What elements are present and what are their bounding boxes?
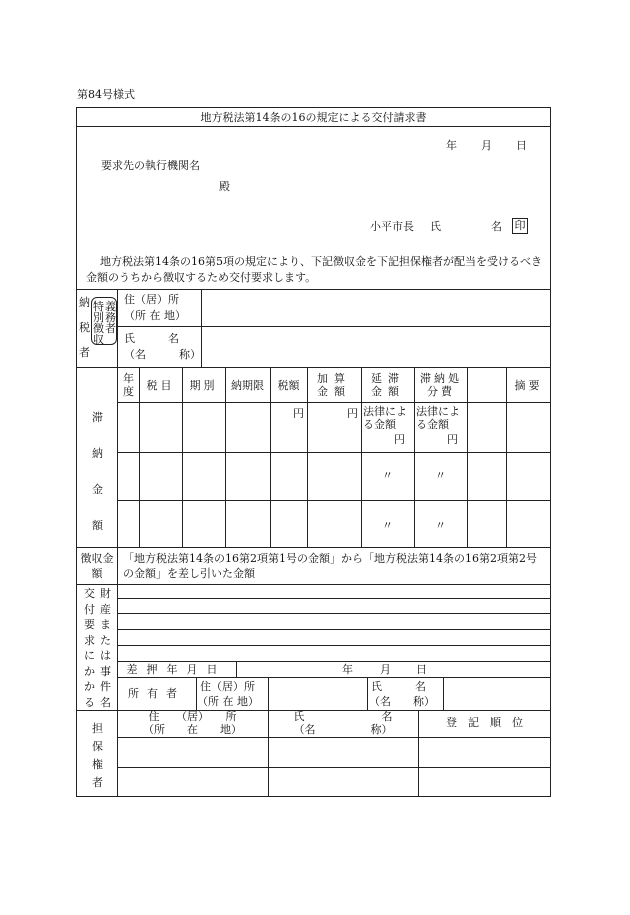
arrears-side-divider	[117, 367, 118, 547]
arrears-header-line	[117, 402, 551, 403]
date-year: 年	[446, 139, 457, 152]
header-due-date: 納期限	[231, 379, 264, 392]
arrears-bottom-line	[76, 547, 551, 548]
recipient-label: 要求先の執行機関名	[101, 159, 200, 172]
date-month: 月	[481, 139, 492, 152]
mortgagee-side-label: 担保権者	[92, 722, 103, 789]
header-tax-amount: 税額	[277, 379, 300, 392]
mortgagee-address-label: 住 （居） 所	[148, 710, 237, 723]
col-line-2	[182, 367, 183, 547]
collection-bottom-line	[76, 584, 551, 585]
col-line-1	[139, 367, 140, 547]
mortgagee-name-sub: （名 称）	[293, 723, 393, 736]
header-remarks: 摘要	[514, 379, 543, 392]
delinquency-ditto-2: 〃	[382, 519, 393, 532]
disposition-ditto-2: 〃	[435, 519, 446, 532]
recipient-honorific: 殿	[219, 180, 230, 193]
disposition-yen: 円	[447, 433, 458, 446]
mayor-name-label: 氏	[430, 220, 441, 233]
taxpayer-char-1: 納	[79, 296, 90, 309]
taxpayer-address-sub: （所 在 地）	[124, 309, 186, 322]
mayor-name-label2: 名	[491, 220, 502, 233]
mayor-title: 小平市長	[370, 220, 414, 233]
intro-text: 地方税法第14条の16第5項の規定により、下記徴収金を下記担保権者が配当を受けるべき金額のうちから徴収するため交付要求します。	[86, 255, 542, 284]
property-side-label-2: 財産または事件名	[100, 587, 111, 709]
col-line-8	[467, 367, 468, 547]
col-line-9	[506, 367, 507, 547]
mortgagee-row-line	[117, 767, 551, 768]
taxpayer-bracket-special: 特別徴収	[93, 300, 104, 346]
seizure-label: 差押年月日	[126, 663, 227, 676]
date-day: 日	[516, 139, 527, 152]
taxpayer-side-divider	[117, 289, 118, 367]
mortgagee-header-line	[117, 737, 551, 738]
collection-label: 徴収金額	[80, 552, 114, 580]
disposition-law-label: 法律による金額	[416, 405, 460, 431]
owner-label: 所有者	[128, 687, 185, 700]
header-fiscal-year: 年度	[123, 372, 134, 398]
additional-yen: 円	[347, 407, 358, 420]
collection-divider	[117, 547, 118, 584]
property-line-6	[117, 677, 551, 678]
seizure-divider	[236, 661, 237, 677]
owner-name-label: 氏 名	[371, 680, 426, 693]
property-line-4	[117, 645, 551, 646]
col-line-3	[225, 367, 226, 547]
delinquency-law-label: 法律による金額	[363, 405, 407, 431]
delinquency-yen: 円	[394, 433, 405, 446]
property-line-2	[117, 613, 551, 614]
header-period: 期別	[189, 379, 218, 392]
taxpayer-label-divider	[201, 289, 202, 367]
disposition-ditto-1: 〃	[435, 469, 446, 482]
property-line-3	[117, 629, 551, 630]
tax-yen: 円	[293, 407, 304, 420]
seizure-month: 月	[380, 663, 391, 676]
owner-divider-3	[367, 677, 368, 710]
owner-name-sub: （名 称）	[369, 695, 435, 708]
seal-mark: 印	[512, 218, 528, 234]
collection-text: 「地方税法第14条の16第2項第1号の金額」から「地方税法第14条の16第2項第2号の金額」を差し引いた金額	[123, 552, 537, 580]
taxpayer-bottom-line	[76, 367, 551, 368]
arrears-row-line-2	[117, 500, 551, 501]
taxpayer-char-2: 税	[79, 321, 90, 334]
owner-divider-4	[443, 677, 444, 710]
col-line-5	[307, 367, 308, 547]
owner-divider-2	[268, 677, 269, 710]
header-additional: 加算金額	[317, 372, 351, 398]
taxpayer-address-label: 住（居）所	[124, 293, 179, 306]
header-tax-item: 税目	[146, 379, 175, 392]
mortgagee-address-sub: （所 在 地）	[143, 723, 242, 736]
seizure-day: 日	[416, 663, 427, 676]
form-title: 地方税法第14条の16の規定による交付請求書	[200, 111, 427, 124]
taxpayer-name-sub: （名 称）	[124, 348, 201, 361]
property-side-label-1: 交付要求にかかる	[84, 587, 95, 709]
header-disposition-cost: 滞納処分費	[420, 372, 462, 398]
taxpayer-mid-line	[117, 326, 551, 327]
taxpayer-name-label: 氏 名	[124, 332, 179, 345]
arrears-row-line-1	[117, 452, 551, 453]
title-divider	[76, 126, 551, 127]
taxpayer-char-3: 者	[79, 346, 90, 359]
property-line-1	[117, 598, 551, 599]
delinquency-ditto-1: 〃	[382, 469, 393, 482]
mortgagee-name-label: 氏 名	[293, 710, 393, 723]
owner-address-sub: （所 在 地）	[197, 695, 259, 708]
owner-address-label: 住（居）所	[200, 680, 255, 693]
arrears-side-label: 滞納金額	[92, 411, 103, 532]
mortgagee-rank-label: 登 記 順 位	[446, 716, 523, 729]
form-number: 第84号様式	[77, 88, 135, 101]
property-line-5	[117, 661, 551, 662]
taxpayer-bracket-obligor: 義務者	[105, 300, 116, 335]
seizure-year: 年	[342, 663, 353, 676]
header-delinquency: 延滞金額	[371, 372, 405, 398]
taxpayer-top-line	[76, 289, 551, 290]
col-line-4	[270, 367, 271, 547]
